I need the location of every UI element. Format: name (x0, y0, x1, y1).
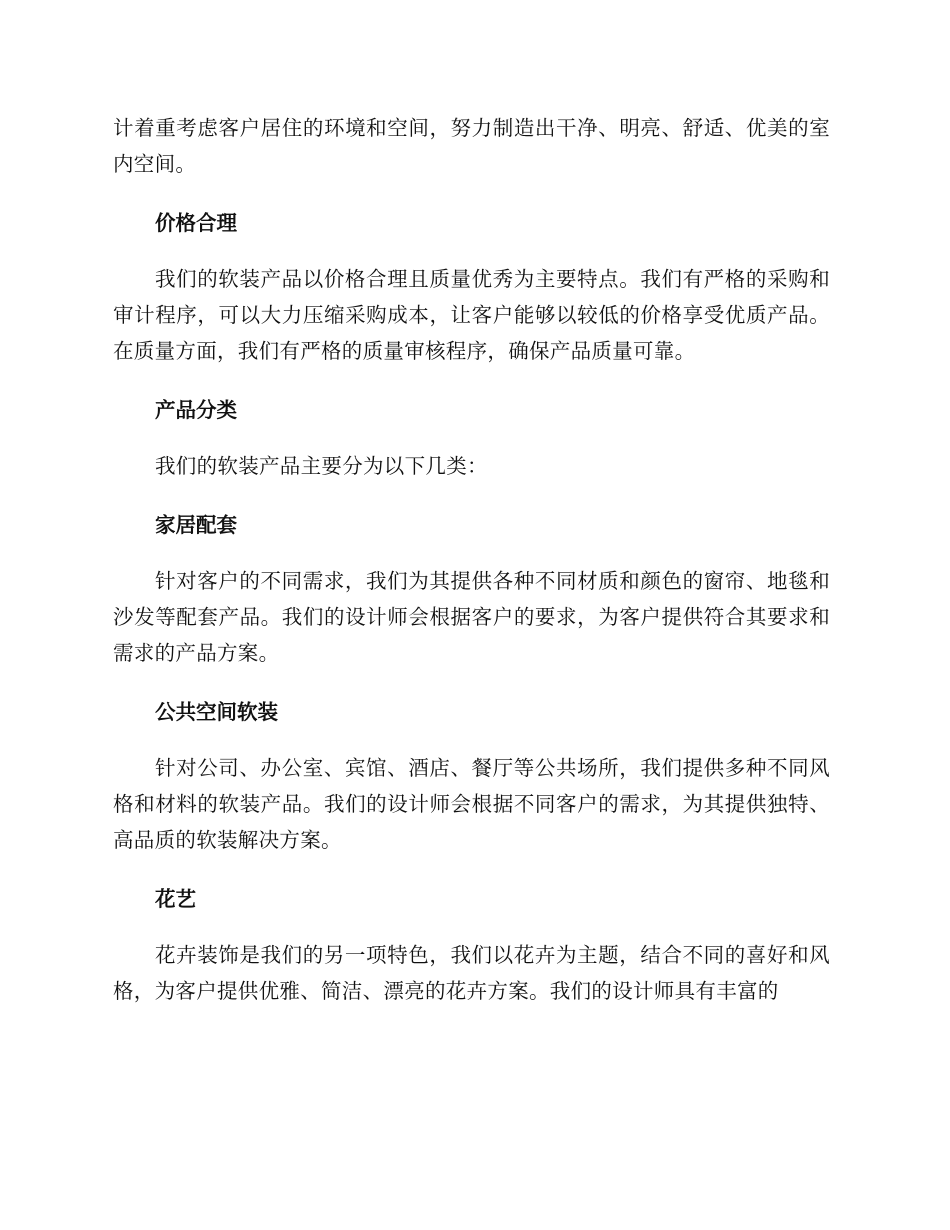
paragraph-floral-art: 花卉装饰是我们的另一项特色，我们以花卉为主题，结合不同的喜好和风格，为客户提供优雅、简洁、漂亮的花卉方案。我们的设计师具有丰富的 (113, 943, 830, 1003)
heading-home-furnishing: 家居配套 (155, 513, 237, 537)
heading-reasonable-price: 价格合理 (155, 211, 237, 235)
paragraph-price: 我们的软装产品以价格合理且质量优秀为主要特点。我们有严格的采购和审计程序，可以大力压缩采购成本，让客户能够以较低的价格享受优质产品。在质量方面，我们有严格的质量审核程序，确保产品质量可靠。 (113, 267, 830, 363)
paragraph-categories-intro: 我们的软装产品主要分为以下几类： (155, 454, 488, 478)
heading-public-space: 公共空间软装 (155, 700, 278, 724)
heading-floral-art: 花艺 (155, 887, 196, 911)
paragraph-intro-continued: 计着重考虑客户居住的环境和空间，努力制造出干净、明亮、舒适、优美的室内空间。 (113, 116, 830, 176)
document-body (113, 110, 830, 1009)
heading-product-categories: 产品分类 (155, 398, 237, 422)
paragraph-home-furnishing: 针对客户的不同需求，我们为其提供各种不同材质和颜色的窗帘、地毯和沙发等配套产品。我们的设计师会根据客户的要求，为客户提供符合其要求和需求的产品方案。 (113, 569, 830, 665)
paragraph-public-space: 针对公司、办公室、宾馆、酒店、餐厅等公共场所，我们提供多种不同风格和材料的软装产品。我们的设计师会根据不同客户的需求，为其提供独特、高品质的软装解决方案。 (113, 756, 830, 852)
